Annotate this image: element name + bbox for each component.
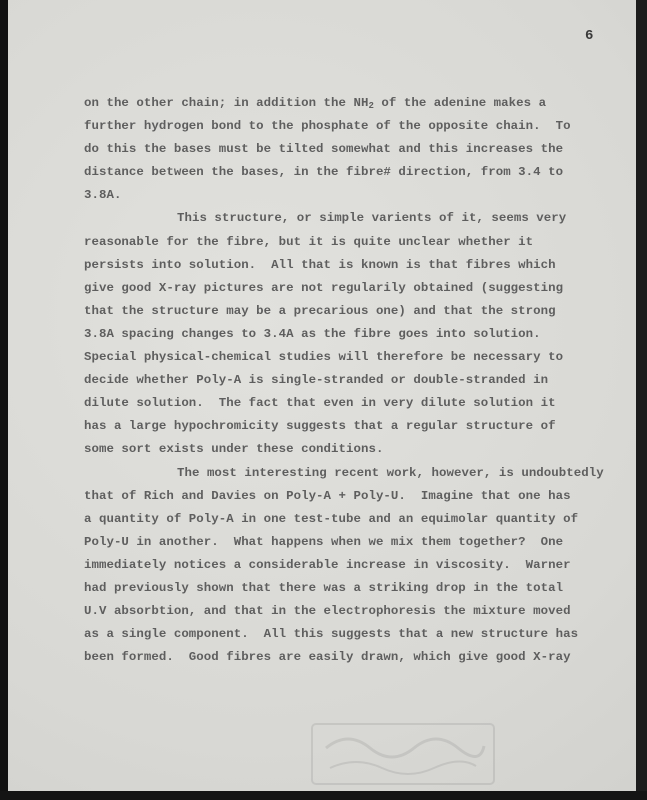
text-line: has a large hypochromicity suggests that a regular structure of xyxy=(84,419,556,434)
scan-border-bottom xyxy=(0,791,647,800)
text-line: distance between the bases, in the fibre# direction, from 3.4 to xyxy=(84,165,564,180)
stamp-stroke xyxy=(330,761,476,774)
scan-border-left xyxy=(0,0,8,800)
text-line: as a single component. All this suggests that a new structure has xyxy=(84,627,579,642)
text-line: on the other chain; in addition the $NH_2$ of the adenine makes a xyxy=(84,96,547,111)
text-line: had previously shown that there was a striking drop in the total xyxy=(84,580,564,595)
paragraph-start-line: The most interesting recent work, however, is undoubtedly xyxy=(177,465,604,480)
text-line: a quantity of Poly-A in one test-tube and an equimolar quantity of xyxy=(84,511,579,526)
typed-page xyxy=(8,0,636,791)
text-line: persists into solution. All that is known is that fibres which xyxy=(84,257,556,272)
text-line: give good X-ray pictures are not regularily obtained (suggesting xyxy=(84,280,564,295)
scan-border-right xyxy=(636,0,647,800)
text-line: Poly-U in another. What happens when we mix them together? One xyxy=(84,534,564,549)
text-line: Special physical-chemical studies will therefore be necessary to xyxy=(84,350,564,365)
text-line: reasonable for the fibre, but it is quite unclear whether it xyxy=(84,234,534,249)
typed-body-text xyxy=(84,92,604,669)
faint-archive-stamp xyxy=(308,718,498,790)
text-line: decide whether Poly-A is single-stranded or double-stranded in xyxy=(84,373,549,388)
text-line: U.V absorbtion, and that in the electrophoresis the mixture moved xyxy=(84,604,571,619)
page-number: 6 xyxy=(585,28,594,44)
stamp-stroke xyxy=(326,739,484,757)
text-line: that of Rich and Davies on Poly-A + Poly-U. Imagine that one has xyxy=(84,488,571,503)
text-line: immediately notices a considerable increase in viscosity. Warner xyxy=(84,557,571,572)
paragraph-start-line: This structure, or simple varients of it, seems very xyxy=(177,211,567,226)
text-line: dilute solution. The fact that even in very dilute solution it xyxy=(84,396,556,411)
text-line: 3.8A spacing changes to 3.4A as the fibre goes into solution. xyxy=(84,326,541,341)
text-line: that the structure may be a precarious one) and that the strong xyxy=(84,303,556,318)
text-line: been formed. Good fibres are easily drawn, which give good X-ray xyxy=(84,650,571,665)
subscript: 2 xyxy=(368,101,374,111)
text-line: some sort exists under these conditions. xyxy=(84,442,384,457)
text-line: do this the bases must be tilted somewhat and this increases the xyxy=(84,142,564,157)
text-line: 3.8A. xyxy=(84,188,122,203)
text-line: further hydrogen bond to the phosphate of the opposite chain. To xyxy=(84,119,571,134)
